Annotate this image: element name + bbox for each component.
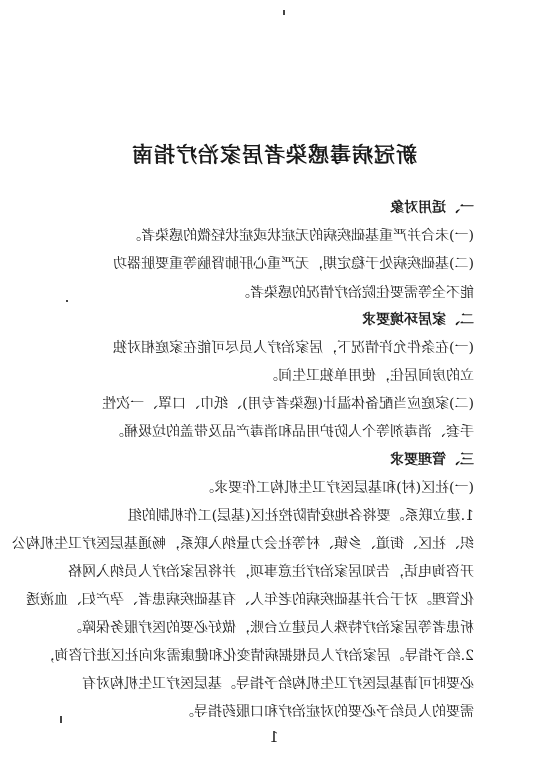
body-line: 必要时可请基层医疗卫生机构给予指导。基层医疗卫生机构对有: [82, 676, 474, 692]
scan-mark: [66, 300, 68, 302]
section-heading: 一、适用对象: [390, 200, 474, 216]
body-line: 立的房间居住，使用单独卫生间。: [264, 368, 474, 384]
body-line: (二)家庭应当配备体温计(感染者专用)、纸巾、口罩、一次性: [102, 396, 474, 412]
body-line: 织、社区、街道、乡镇、村等社会力量纳入联系，畅通基层医疗卫生机构公: [12, 536, 474, 552]
body-line: (一)社区(村)和基层医疗卫生机构工作要求。: [200, 480, 474, 496]
scan-mark: [60, 716, 62, 723]
body-line: (一)未合并严重基础疾病的无症状或症状轻微的感染者。: [127, 228, 474, 244]
body-line: 2.给予指导。居家治疗人员根据病情变化和健康需求向社区进行咨询，: [40, 648, 474, 664]
document-title: 新冠病毒感染者居家治疗指南: [131, 142, 417, 167]
scan-mark: [283, 10, 285, 15]
section-heading: 三、管理要求: [390, 452, 474, 468]
section-heading: 二、家居环境要求: [362, 312, 474, 328]
body-line: 手套、消毒剂等个人防护用品和消毒产品及带盖的垃圾桶。: [110, 424, 474, 440]
body-line: 需要的人员给予必要的对症治疗和口服药指导。: [180, 704, 474, 720]
body-line: 开咨询电话，告知居家治疗注意事项，并将居家治疗人员纳入网格: [68, 564, 474, 580]
body-line: 化管理。对于合并基础疾病的老年人、有基础疾病患者、孕产妇、血液透: [26, 592, 474, 608]
body-line: 1.建立联系。要将各地疫情防控社区(基层)工作机制的组: [127, 508, 474, 524]
body-line: (二)基础疾病处于稳定期，无严重心肝肺肾脑等重要脏器功: [113, 256, 474, 272]
body-line: 能不全等需要住院治疗情况的感染者。: [236, 285, 474, 301]
body-line: (一)在条件允许情况下，居家治疗人员尽可能在家庭相对独: [113, 340, 474, 356]
body-line: 析患者等居家治疗特殊人员建立台账，做好必要的医疗服务保障。: [68, 620, 474, 636]
page-number: 1: [269, 728, 279, 746]
